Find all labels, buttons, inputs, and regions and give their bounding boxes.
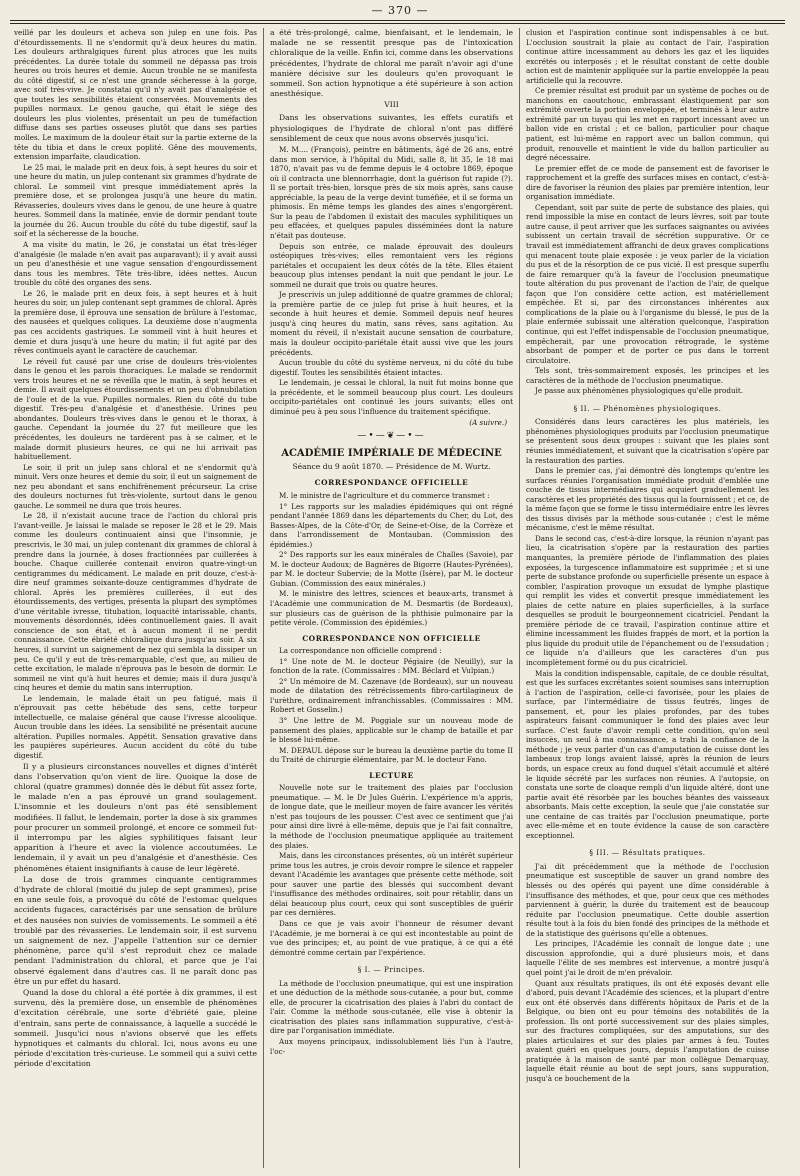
paragraph: Mais la condition indispensable, capitale, de ce double résultat, est que les surfaces excrétantes soient soumises sans interruption à l'action de l'aspiration, celle-ci favorisée, pour les plaies de surface, par l'intermédiaire de tissus feutrés, linges de pansement, et, pour les plaies profondes, par des tubes aspirateurs faisant communiquer le fond des plaies avec leur surface. C'est faute d'avoir rempli cette condition, qu'on seul insuccès, un seul à ma connaissance, a trahi la confiance de la méthode ; je veux parler d'un cas d'amputation de cuisse dont les lambeaux trop longs avaient laissé, après la réunion de leurs bords, un espace creux au fond duquel s'était accumulé et altéré le liquide sécrété par les surfaces non réunies. A l'autopsie, on constata une sorte de cloaque rempli d'un liquide altéré, dont une partie avait été résorbée par les bouches béantes des vaisseaux absorbants. Mais cette exception, la seule que j'aie constatée sur une centaine de cas traités par l'occlusion pneumatique, porte avec elle-même et en toute évidence la cause de son caractère exceptionnel.	[526, 668, 769, 840]
paragraph: Le lendemain, le malade était un peu fatigué, mais il n'éprouvait pas cette hébétude des sens, cette torpeur intellectuelle, ce malaise général que cause l'ivresse alcoolique. Aucun trouble dans les idées. La sensibilité ne présentait aucune altération. Pupilles normales. Appétit. Sensation gravative dans les paupières supérieures. Aucun accident du côté du tube digestif.	[14, 693, 257, 761]
paragraph: Dans le second cas, c'est-à-dire lorsque, la réunion n'ayant pas lieu, la cicatrisation s'opère par la restauration des parties manquantes, la première période de l'inflammation des plaies exposées, la turgescence inflammatoire est supprimée ; et si une perte de substance profonde ou superficielle présente un espace à combler, l'aspiration provoque un exsudat de lymphe plastique qui remplit les vides et convertit presque immédiatement les plaies de cette nature en plaies superficielles, à la surface desquelles se produit le bourgeonnement cicatriciel. Pendant la première période de ce travail, l'aspiration continue attire et élimine incessamment les fluides frappés de mort, et la portion la plus liquide du produit utile de l'épanchement ou de l'exsudation ; ce liquide n'a d'ailleurs que les caractères d'un pus incomplètement formé ou du pus cicatriciel.	[526, 533, 769, 667]
paragraph: Considérés dans leurs caractères les plus matériels, les phénomènes physiologiques produits par l'occlusion pneumatique se présentent sous deux groupes : suivant que les plaies sont réunies immédiatement, et suivant que la cicatrisation s'opère par la restauration des parties.	[526, 417, 769, 465]
section-heading-physiology: § II. — Phénomènes physiologiques.	[573, 403, 722, 413]
paragraph: M. le ministre des lettres, sciences et beaux-arts, transmet à l'Académie une communication de M. Desmartis (de Bordeaux), sur plusieurs cas de guérison de la phthisie pulmonaire par la petite vérole. (Commission des épidémies.)	[270, 589, 513, 628]
paragraph: Dans ce que je vais avoir l'honneur de résumer devant l'Académie, je me bornerai à ce qui est incontestable au point de vue des principes; et, au point de vue pratique, à ce qui a été démontré comme certain par l'expérience.	[270, 918, 513, 957]
paragraph: Aux moyens principaux, indissolublement liés l'un à l'autre, l'oc-	[270, 1036, 513, 1056]
paragraph: Il y a plusieurs circonstances nouvelles et dignes d'intérêt dans l'observation qu'on vient de lire. Quoique la dose de chloral (quatre grammes) donnée dès le début fût assez forte, le malade n'en a pas éprouvé un grand soulagement. L'insomnie et les douleurs n'ont pas été sensiblement modifiées. Il fallut, le lendemain, porter la dose à six grammes pour procurer un sommeil prolongé, et encore ce sommeil fut-il interrompu par les algies syphilitiques faisant leur apparition à l'heure et avec la violence accoutumées. Le lendemain, il y avait un peu d'analgésie et d'anesthésie. Ces phénomènes étaient insignifiants à cause de leur légèreté.	[14, 761, 257, 873]
paragraph: 1° Une note de M. le docteur Pégiaire (de Neuilly), sur la fonction de la rate. (Commissaires : MM. Béclard et Vulpian.)	[270, 656, 513, 676]
paragraph: Dans les observations suivantes, les effets curatifs et physiologiques de l'hydrate de chloral n'ont pas différé sensiblement de ceux que nous avons observés jusqu'ici.	[270, 113, 513, 143]
paragraph: Ce premier résultat est produit par un système de poches ou de manchons en caoutchouc, embrassant élastiquement par son extrémité ouverte la portion enveloppée, et terminés à leur autre extrémité par un tuyau qui les met en rapport incessant avec un ballon vide en cristal ; et ce ballon, particulier pour chaque patient, est lui-même en rapport avec un ballon commun, qui produit, renouvelle et maintient le vide du ballon particulier au degré nécessaire.	[526, 86, 769, 163]
section-heading-principles: § I. — Principes.	[357, 965, 426, 975]
paragraph: A ma visite du matin, le 26, je constatai un état très-léger d'analgésie (le malade n'en avait pas auparavant); il y avait aussi un peu d'anesthésie et une vague sensation d'engourdissement dans tous les membres. Tête très-libre, idées nettes. Aucun trouble du côté des organes des sens.	[14, 240, 257, 288]
paragraph: Dans le premier cas, j'ai démontré dès longtemps qu'entre les surfaces réunies l'organisation immédiate produit d'emblée une couche de tissus intermédiaires qui acquiert graduellement les caractères et les propriétés des tissus qui la fournissent ; et ce, de la même façon que se forme le tissu intermédiaire entre les lèvres des tissus divisés par la méthode sous-cutanée ; c'est le même mécanisme, c'est le même résultat.	[526, 466, 769, 533]
paragraph: Le 26, le malade prit en deux fois, à sept heures et à huit heures du soir, un julep contenant sept grammes de chloral. Après la première dose, il éprouva une sensation de brûlure à l'estomac, des nausées et quelques coliques. La deuxième dose n'augmenta pas ces accidents gastriques. Le sommeil vint à huit heures et demie et dura jusqu'à une heure du matin; il fut agité par des rêves continuels ayant le caractère de cauchemar.	[14, 288, 257, 356]
section-heading-official: CORRESPONDANCE OFFICIELLE	[314, 478, 469, 488]
column-divider	[263, 28, 264, 1168]
paragraph: 1° Les rapports sur les maladies épidémiques qui ont régné pendant l'année 1869 dans les départements du Cher, du Lot, des Basses-Alpes, de la Côte-d'Or, de Seine-et-Oise, de la Corrèze et dans l'arrondissement de Montauban. (Commission des épidémies.)	[270, 501, 513, 549]
paragraph: Depuis son entrée, ce malade éprouvait des douleurs ostéopiques très-vives; elles remontaient vers les régions pariétales et occupaient les deux côtés de la tête. Elles étaient beaucoup plus intenses pendant la nuit que pendant le jour. Le sommeil ne durait que trois ou quatre heures.	[270, 241, 513, 289]
paragraph: Nouvelle note sur le traitement des plaies par l'occlusion pneumatique. — M. le Dr Jules Guérin. L'expérience m'a appris, de longue date, que le meilleur moyen de faire avancer les vérités n'est pas toujours de les pousser. C'est avec ce sentiment que j'ai pour ainsi dire livré à elle-même, depuis que je l'ai fait connaître, la méthode de l'occlusion pneumatique appliquée au traitement des plaies.	[270, 783, 513, 850]
paragraph: Je prescrivis un julep additionné de quatre grammes de chloral; la première partie de ce julep fut prise à huit heures, et la seconde à huit heures et demie. Sommeil depuis neuf heures jusqu'à cinq heures du matin, sans rêves, sans agitation. Au moment du réveil, il n'existait aucune sensation de courbature, mais la douleur occipito-pariétale était aussi vive que les jours précédents.	[270, 290, 513, 357]
paragraph: Aucun trouble du côté du système nerveux, ni du côté du tube digestif. Toutes les sensibilités étaient intactes.	[270, 358, 513, 377]
paragraph: 2° Un mémoire de M. Cazenave (de Bordeaux), sur un nouveau mode de dilatation des rétrécissements fibro-cartilagineux de l'urèthre, ordinairement infranchissables. (Commissaires : MM. Robert et Gosselin.)	[270, 676, 513, 715]
paragraph: La dose de trois grammes cinquante centigrammes d'hydrate de chloral (moitié du julep de sept grammes), prise en une seule fois, a provoqué du côté de l'estomac quelques accidents fugaces, caractérisés par une sensation de brûlure et des nausées non suivies de vomissements. Le sommeil a été troublé par des révasseries. Le lendemain soir, il est survenu un saignement de nez. J'appelle l'attention sur ce dernier phénomène, parce qu'il s'est reproduit chez ce malade pendant l'administration du chloral, et parce que je l'ai observé également dans d'autres cas. Il ne paraît donc pas être un pur effet du hasard.	[14, 874, 257, 986]
paragraph: Je passe aux phénomènes physiologiques qu'elle produit.	[535, 386, 744, 396]
paragraph: M. DEPAUL dépose sur le bureau la deuxième partie du tome II du Traité de chirurgie élémentaire, par M. le docteur Fano.	[270, 745, 513, 765]
section-heading-nonofficial: CORRESPONDANCE NON OFFICIELLE	[302, 633, 481, 643]
paragraph: M. le ministre de l'agriculture et du commerce transmet :	[279, 490, 490, 500]
paragraph: Mais, dans les circonstances présentes, où un intérêt supérieur prime tous les autres, je crois devoir rompre le silence et rappeler devant l'Académie les avantages que présente cette méthode, soit pour sauver une partie des blessés qui succombent devant l'insuffisance des méthodes ordinaires, soit pour rétablir, dans un délai beaucoup plus court, ceux qui sont susceptibles de guérir par ces dernières.	[270, 851, 513, 918]
paragraph: La méthode de l'occlusion pneumatique, qui est une inspiration et une déduction de la méthode sous-cutanée, a pour but, comme elle, de procurer la cicatrisation des plaies à l'abri du contact de l'air. Comme la méthode sous-cutanée, elle vise à obtenir la cicatrisation des plaies sans inflammation suppurative, c'est-à-dire par l'organisation immédiate.	[270, 978, 513, 1036]
paragraph: Cependant, soit par suite de perte de substance des plaies, qui rend impossible la mise en contact de leurs lèvres, soit par toute autre cause, il peut arriver que les surfaces saignantes ou avivées subissent un certain travail de sécrétion suppurative. Or ce travail est immédiatement affranchi de deux graves complications qui menacent toute plaie exposée : je veux parler de la viciation du pus et de la résorption de ce pus vicié. Il est presque superflu de faire remarquer qu'à la faveur de l'occlusion pneumatique toute altération du pus provenant de l'action de l'air, de quelque façon que l'on considère cette action, est matériellement empêchée. Et si, par des circonstances inhérentes aux complications de la plaie ou à l'organisme du blessé, le pus de la plaie enfermée subissait une altération quelconque, l'aspiration continue, qui est l'effet indispensable de l'occlusion pneumatique, empêcherait, par une provocation rétrograde, le système absorbant de pomper et de porter ce pus dans le torrent circulatoire.	[526, 202, 769, 365]
session-line: Séance du 9 août 1870. — Présidence de M. Wurtz.	[292, 462, 491, 472]
observation-number: VIII	[384, 100, 399, 110]
column-divider	[519, 28, 520, 1168]
column-right	[526, 28, 769, 1168]
paragraph: J'ai dit précédemment que la méthode de l'occlusion pneumatique est susceptible de sauver un grand nombre des blessés ou des opérés qui payent une dîme considérable à l'insuffisance des méthodes, et que, pour ceux que ces méthodes parviennent à guérir, la durée du traitement est de beaucoup réduite par l'occlusion pneumatique. Cette double assertion résulte tout à la fois du bien fondé des principes de la méthode et de la statistique des guérisons qu'elle a obtenues.	[526, 861, 769, 938]
section-heading-results: § III. — Résultats pratiques.	[589, 848, 706, 858]
paragraph: M. M.... (François), peintre en bâtiments, âgé de 26 ans, entré dans mon service, à l'hôpital du Midi, salle 8, lit 35, le 18 mai 1870, n'avait pas vu de femme depuis le 4 octobre 1869, époque où il contracta une blennorrhagie, dont la guérison fut rapide (?). Il se portait très-bien, lorsque près de six mois après, sans cause appréciable, la peau de la verge devint tuméfiée, et il se forma un phimosis. En même temps les glandes des aines s'engorgèrent. Sur la peau de l'abdomen il existait des macules syphilitiques un peu effacées, et quelques papules disséminées dont la nature n'était pas douteuse.	[270, 145, 513, 240]
header-rule-thin	[10, 23, 785, 24]
paragraph: La correspondance non officielle comprend :	[279, 646, 442, 656]
paragraph: Le 25 mai, le malade prit en deux fois, à sept heures du soir et une heure du matin, un julep contenant six grammes d'hydrate de chloral. Le sommeil vint presque immédiatement après la première dose, et se prolongea jusqu'à une heure du matin. Révasseries, douleurs vives dans le genou, de une heure à quatre heures. Sommeil dans la matinée, envie de dormir pendant toute la journée du 26. Aucun trouble du côté du tube digestif, sauf la soif et la sécheresse de la bouche.	[14, 162, 257, 239]
paragraph: veillé par les douleurs et acheva son julep en une fois. Pas d'étourdissements. Il ne s'endormit qu'à deux heures du matin. Les douleurs arthralgiques furent plus atroces que les nuits précédentes. La durée totale du sommeil ne dépassa pas trois heures ou trois heures et demie. Aucun trouble ne se manifesta du côté digestif, si ce n'est une grande sécheresse à la gorge, avec soif très-vive. Je constatai qu'il n'y avait pas d'analgésie et que toutes les sensibilités étaient conservées. Mouvements des pupilles normaux. Le genou gauche, qui était le siége des douleurs les plus violentes, présentait un peu de tuméfaction diffuse dans ses parties osseuses plutôt que dans ses parties molles. Le maximum de la douleur était sur la partie externe de la tête du tibia et dans le creux poplité. Gêne des mouvements, extension imparfaite, claudication.	[14, 28, 257, 162]
paragraph: Le soir, il prit un julep sans chloral et ne s'endormit qu'à minuit. Vers onze heures et demie du soir, il eut un saignement de nez peu abondant et sans enchifrènement précurseur. La crise des douleurs nocturnes fut très-violente, surtout dans le genou gauche. Le sommeil ne dura que trois heures.	[14, 462, 257, 510]
paragraph: Le 28, il n'existait aucune trace de l'action du chloral pris l'avant-veille. Je laissai le malade se reposer le 28 et le 29. Mais comme les douleurs continuaient ainsi que l'insomnie, je prescrivis, le 30 mai, un julep contenant dix grammes de chloral à prendre dans la journée, à doses fractionnées par cuillerées à bouche. Chaque cuillerée contenait environ quatre-vingt-un centigrammes du médicament. Le malade en prit douze, c'est-à-dire neuf grammes soixante-douze centigrammes d'hydrate de chloral. Après les premières cuillerées, il eut des étourdissements, des vertiges, présenta la plupart des symptômes d'une véritable ivresse, titubation, loquacité intarissable, chants, mouvements désordonnés, idées continuellement gaies. Il avait conscience de son état, et à aucun moment il ne perdit connaissance. Cette ébriété chloralique dura jusqu'au soir. A six heures, il survint un saignement de nez qui sembla la dissiper un peu. Ce qu'il y eut de très-remarquable, c'est que, au milieu de cette excitation, le malade n'éprouva pas le besoin de dormir. Le sommeil ne vint qu'à huit heures et demie; mais il dura jusqu'à cinq heures et demie du matin sans interruption.	[14, 511, 257, 693]
paragraph: Le premier effet de ce mode de pansement est de favoriser le rapprochement et la greffe des surfaces mises en contact, c'est-à-dire de favoriser la réunion des plaies par première intention, leur organisation immédiate.	[526, 163, 769, 202]
paragraph: 3° Une lettre de M. Poggiale sur un nouveau mode de pansement des plaies, applicable sur le champ de bataille et par le blessé lui-même.	[270, 716, 513, 745]
column-left	[14, 28, 257, 1168]
header-rule	[10, 20, 785, 21]
page-number: — 370 —	[371, 4, 429, 17]
section-heading-lecture: LECTURE	[369, 770, 414, 780]
paragraph: clusion et l'aspiration continue sont indispensables à ce but. L'occlusion soustrait la plaie au contact de l'air, l'aspiration continue attire incessamment au dehors les gaz et les liquides excrétés ou interposés ; et le résultat constant de cette double action est de maintenir appliquée sur la partie enveloppée la peau artificielle qui la recouvre.	[526, 28, 769, 85]
paragraph: Le réveil fut causé par une crise de douleurs très-violentes dans le genou et les parois thoraciques. Le malade se rendormit vers trois heures et ne se réveilla que le matin, à sept heures et demie. Il avait quelques étourdissements et un peu d'obnubilation de l'ouïe et de la vue. Pupilles normales. Rien du côté du tube digestif. Très-peu d'analgésie et d'anesthésie. Urines peu abondantes. Douleurs très-vives dans le genou et le thorax, à gauche. Cependant la journée du 27 fut meilleure que les précédentes, les douleurs ne tardèrent pas à se calmer, et le malade dormit plusieurs heures, ce qui ne lui arrivait pas habituellement.	[14, 356, 257, 462]
academy-title: ACADÉMIE IMPÉRIALE DE MÉDECINE	[281, 448, 502, 460]
paragraph: Le lendemain, je cessai le chloral, la nuit fut moins bonne que la précédente, et le sommeil beaucoup plus court. Les douleurs occipito-pariétales ont continué les jours suivants; elles ont diminué peu à peu sous l'influence du traitement spécifique.	[270, 378, 513, 416]
ornament-divider: —•—❦—•—	[357, 430, 426, 441]
paragraph: 2° Des rapports sur les eaux minérales de Challes (Savoie), par M. le docteur Audoux; de Bagnères de Bigorre (Hautes-Pyrénées), par M. le docteur Subervie; de la Motte (Isère), par M. le docteur Gubian. (Commission des eaux minérales.)	[270, 550, 513, 588]
paragraph: Les principes, l'Académie les connaît de longue date ; une discussion approfondie, qui a duré plusieurs mois, et dans laquelle l'élite de ses membres est intervenue, a montré jusqu'à quel point j'ai le droit de m'en prévaloir.	[526, 939, 769, 977]
paragraph: Tels sont, très-sommairement exposés, les principes et les caractères de la méthode de l'occlusion pneumatique.	[526, 366, 769, 385]
column-middle	[270, 28, 513, 1168]
paragraph: Quant aux résultats pratiques, ils ont été exposés devant elle d'abord, puis devant l'Académie des sciences, et la plupart d'entre eux ont été observés dans différents hôpitaux de Paris et de la Belgique, ou bien ont eu pour témoins des notabilités de la profession. Ils ont porté successivement sur des plaies simples, sur des fractures compliquées, sur des amputations, sur des plaies articulaires et sur des plaies par armes à feu. Toutes avaient guéri en quelques jours, depuis l'amputation de cuisse pratiquée à la maison de santé par mon collègue Demarquay, laquelle était réunie au bout de sept jours, sans suppuration, jusqu'à ce bouchement de la	[526, 978, 769, 1083]
to-be-continued: (A suivre.)	[469, 418, 507, 428]
paragraph: Quand la dose du chloral a été portée à dix grammes, il est survenu, dès la première dose, un ensemble de phénomènes d'excitation cérébrale, une sorte d'ébriété gaie, pleine d'entrain, sans perte de connaissance, à laquelle a succédé le sommeil. Jusqu'ici nous n'avions observé que les effets hypnotiques et calmants du chloral. Ici, nous avons eu une période d'excitation très-curieuse. Le sommeil qui a suivi cette période d'excitation	[14, 988, 257, 1069]
paragraph: a été très-prolongé, calme, bienfaisant, et le lendemain, le malade ne se ressentit presque pas de l'intoxication chloralique de la veille. Enfin ici, comme dans les observations précédentes, l'hydrate de chloral me paraît n'avoir agi d'une manière décisive sur les douleurs qu'en provoquant le sommeil. Son action hypnotique a été supérieure à son action anesthésique.	[270, 28, 513, 99]
